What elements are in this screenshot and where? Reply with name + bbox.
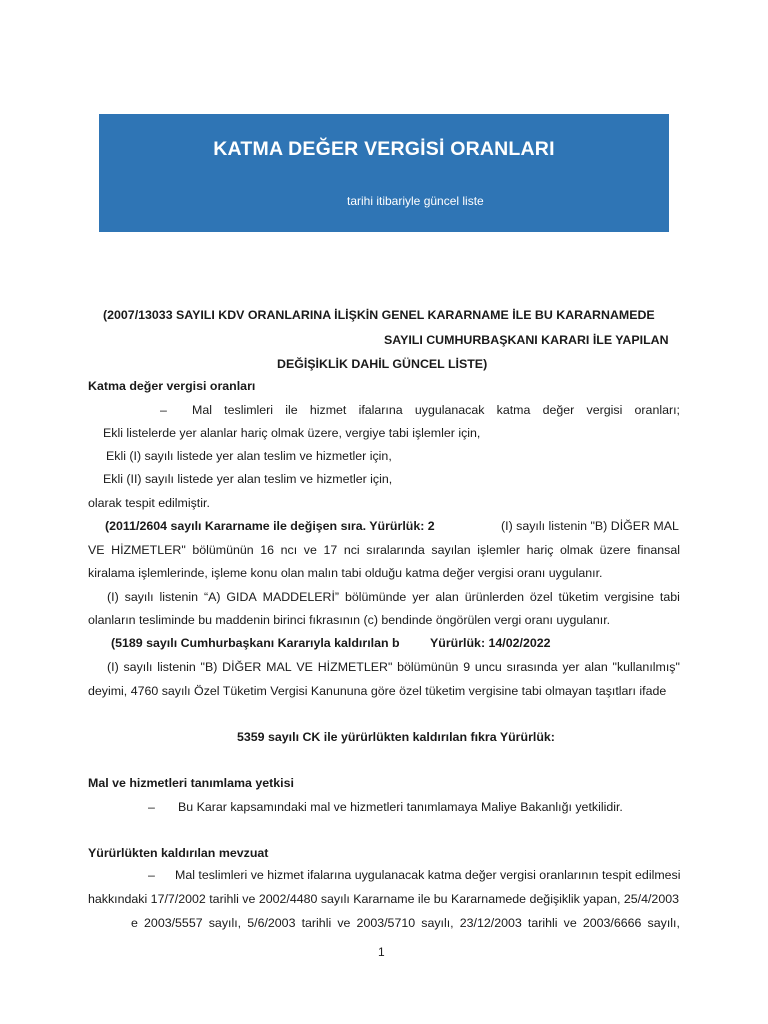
section-title-definition: Mal ve hizmetleri tanımlama yetkisi xyxy=(88,776,294,790)
word: tabi xyxy=(659,590,680,604)
document-subtitle: tarihi itibariyle güncel liste xyxy=(347,194,484,208)
word: olmak xyxy=(560,543,594,557)
word: VE xyxy=(88,543,105,557)
amendment-effective-date: Yürürlük: 14/02/2022 xyxy=(430,636,551,650)
word: listenin xyxy=(159,590,199,604)
word: 16 xyxy=(260,543,275,557)
word: yer xyxy=(412,590,430,604)
section-title-rates: Katma değer vergisi oranları xyxy=(88,379,256,393)
word: finansal xyxy=(637,543,680,557)
word: hizmet xyxy=(309,403,347,417)
word: sayılı, xyxy=(647,916,680,930)
word: e xyxy=(131,916,138,930)
word: ifalarına xyxy=(358,403,403,417)
amendment-note-5359: 5359 sayılı CK ile yürürlükten kaldırılan fıkra Yürürlük: xyxy=(237,730,555,744)
word: HİZMETLER" xyxy=(317,660,393,674)
word: “A) xyxy=(203,590,221,604)
used-vehicles-line-2: deyimi, 4760 sayılı Özel Tüketim Vergisi Kanununa göre özel tüketim vergisine tabi olmayan taşıtları ifade xyxy=(88,684,667,698)
amendment-note-5189: (5189 sayılı Cumhurbaşkanı Kararıyla kaldırılan b xyxy=(111,636,400,650)
word: sıralarında xyxy=(366,543,425,557)
word: 5/6/2003 xyxy=(247,916,296,930)
word: hariç xyxy=(526,543,554,557)
word: (I) xyxy=(107,590,119,604)
rates-line-c: Ekli (II) sayılı listede yer alan teslim ve hizmetler için, xyxy=(103,472,393,486)
food-paragraph-line-2: olanların tesliminde bu maddenin birinci fıkrasının (c) bendinde öngörülen vergi oranı uygulanır. xyxy=(88,613,611,627)
word: GIDA xyxy=(226,590,257,604)
word: 2003/5557 xyxy=(144,916,203,930)
word: sayılı xyxy=(124,590,154,604)
amendment-text-line-2 xyxy=(88,543,680,557)
word: MAL xyxy=(266,660,292,674)
title-banner xyxy=(99,114,669,232)
word: MADDELERİ” xyxy=(262,590,340,604)
word: 17 xyxy=(323,543,338,557)
word: sayılı, xyxy=(421,916,454,930)
word: üzere xyxy=(599,543,631,557)
word: ile xyxy=(285,403,298,417)
word: tarihli xyxy=(301,916,332,930)
repealed-line-1: Mal teslimleri ve hizmet ifalarına uygulanacak katma değer vergisi oranlarının tespit edilmesi xyxy=(175,868,681,882)
word: nci xyxy=(343,543,360,557)
word: (I) xyxy=(107,660,119,674)
page-number: 1 xyxy=(378,945,385,959)
word: vergisi xyxy=(586,403,623,417)
word: 2003/5710 xyxy=(356,916,416,930)
rates-line-a: Ekli listelerde yer alanlar hariç olmak üzere, vergiye tabi işlemler için, xyxy=(103,426,481,440)
word: bölümünde xyxy=(344,590,407,604)
document-title: KATMA DEĞER VERGİSİ ORANLARI xyxy=(213,138,555,160)
amendment-text-line-3: kiralama işlemlerinde, işleme konu olan malın tabi olduğu katma değer vergisi oranı uygulanır. xyxy=(88,566,603,580)
word: "B) xyxy=(200,660,218,674)
bullet-dash: – xyxy=(160,403,167,417)
word: yer xyxy=(562,660,580,674)
heading-line-1: (2007/13033 SAYILI KDV ORANLARINA İLİŞKİN GENEL KARARNAME İLE BU KARARNAMEDE xyxy=(103,308,655,322)
repealed-line-3 xyxy=(131,916,680,930)
word: uygulanacak xyxy=(414,403,485,417)
word: bölümünün xyxy=(192,543,254,557)
word: tarihli xyxy=(527,916,558,930)
word: DİĞER xyxy=(222,660,262,674)
word: 2003/6666 xyxy=(582,916,642,930)
heading-line-2: SAYILI CUMHURBAŞKANI KARARI İLE YAPILAN xyxy=(384,333,669,347)
word: değer xyxy=(542,403,575,417)
word: sayılı xyxy=(123,660,153,674)
word: alan xyxy=(435,590,459,604)
section-title-repealed: Yürürlükten kaldırılan mevzuat xyxy=(88,846,269,860)
definition-text: Bu Karar kapsamındaki mal ve hizmetleri tanımlamaya Maliye Bakanlığı yetkilidir. xyxy=(178,800,623,814)
word: "kullanılmış" xyxy=(612,660,680,674)
word: teslimleri xyxy=(224,403,274,417)
word: HİZMETLER" xyxy=(111,543,186,557)
food-paragraph-line-1 xyxy=(107,590,680,604)
bullet-dash: – xyxy=(148,800,155,814)
word: ürünlerden xyxy=(464,590,524,604)
rates-bullet-line xyxy=(192,403,680,417)
word: Mal xyxy=(192,403,212,417)
word: ve xyxy=(303,543,317,557)
word: özel xyxy=(529,590,553,604)
word: tüketim xyxy=(558,590,599,604)
rates-line-d: olarak tespit edilmiştir. xyxy=(88,496,210,510)
word: 9 xyxy=(463,660,471,674)
word: oranları; xyxy=(634,403,680,417)
repealed-line-2: hakkındaki 17/7/2002 tarihli ve 2002/4480 sayılı Kararname ile bu Kararnamede değişiklik yapan, 25/4/2003 xyxy=(88,892,679,906)
used-vehicles-line-1 xyxy=(107,660,680,674)
word: listenin xyxy=(157,660,196,674)
heading-line-3: DEĞİŞİKLİK DAHİL GÜNCEL LİSTE) xyxy=(277,357,488,371)
word: uncu xyxy=(474,660,502,674)
word: sayılı, xyxy=(208,916,242,930)
word: katma xyxy=(496,403,531,417)
word: bölümünün xyxy=(397,660,459,674)
word: VE xyxy=(296,660,313,674)
bullet-dash: – xyxy=(148,868,155,882)
word: sayılan xyxy=(431,543,471,557)
word: işlemler xyxy=(477,543,520,557)
word: 23/12/2003 xyxy=(459,916,522,930)
word: alan xyxy=(584,660,608,674)
word: ncı xyxy=(280,543,298,557)
amendment-text-start: (I) sayılı listenin "B) DİĞER MAL xyxy=(501,519,679,533)
word: vergisine xyxy=(604,590,654,604)
rates-line-b: Ekli (I) sayılı listede yer alan teslim ve hizmetler için, xyxy=(106,449,392,463)
word: sırasında xyxy=(506,660,558,674)
amendment-note-2011: (2011/2604 sayılı Kararname ile değişen sıra. Yürürlük: 2 xyxy=(105,519,435,533)
word: ve xyxy=(563,916,577,930)
word: ve xyxy=(337,916,351,930)
